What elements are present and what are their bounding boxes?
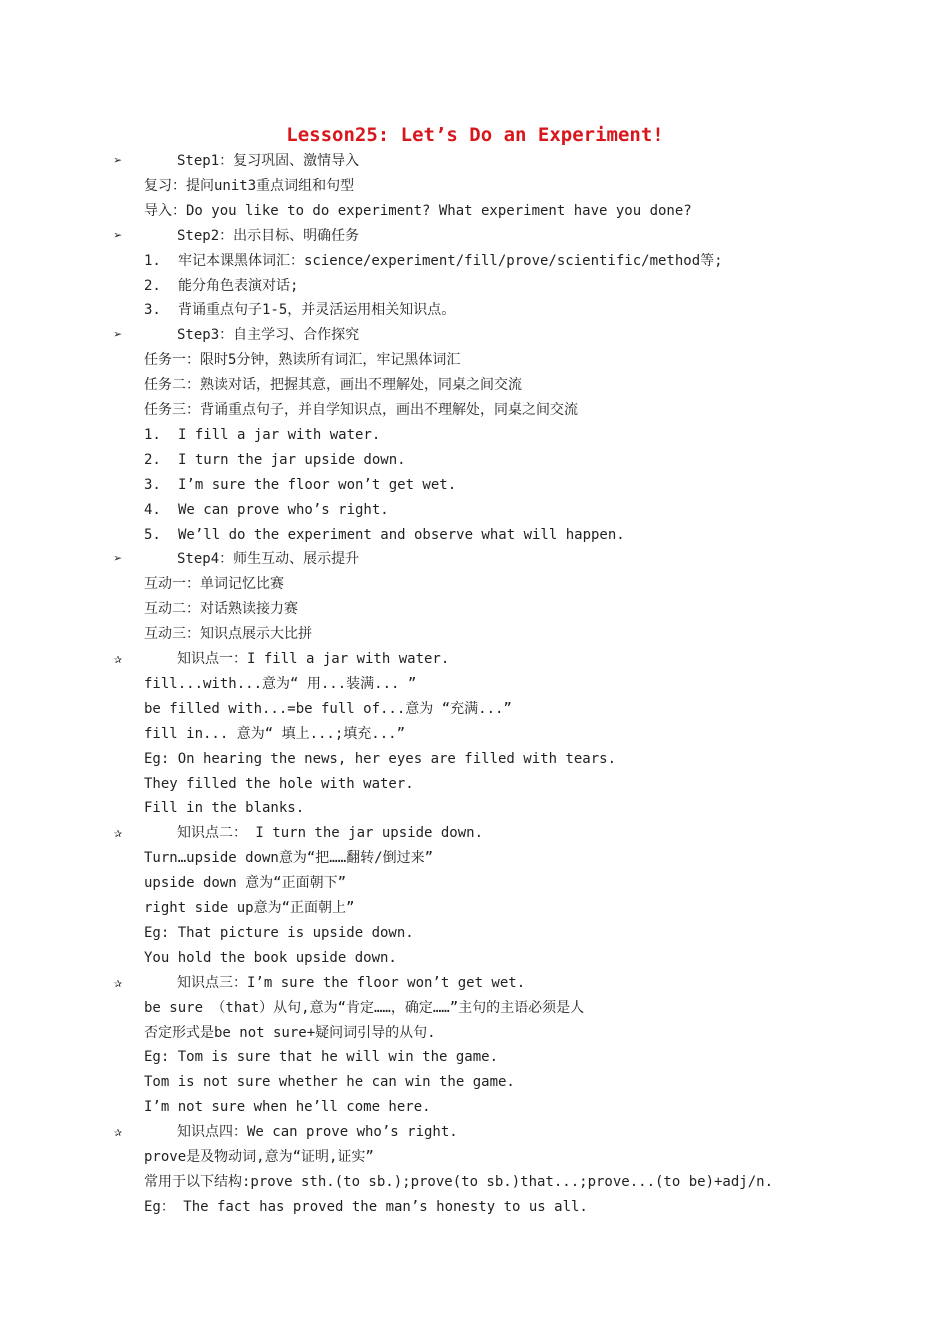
text-line xyxy=(0,796,950,820)
text-line xyxy=(0,1195,950,1219)
line-text: 复习：提问unit3重点词组和句型 xyxy=(144,177,355,194)
text-line xyxy=(0,199,950,223)
line-text: prove是及物动词,意为“证明,证实” xyxy=(144,1149,374,1165)
line-text: be sure （that）从句,意为“肯定……，确定……”主句的主语必须是人 xyxy=(144,999,585,1016)
item-number: 5. xyxy=(144,526,161,543)
item-text: 能分角色表演对话; xyxy=(178,277,299,294)
item-text: We can prove who’s right. xyxy=(178,501,389,518)
line-text: upside down 意为“正面朝下” xyxy=(144,875,347,892)
text-line xyxy=(0,348,950,372)
knowledge-point-heading xyxy=(0,1120,950,1144)
heading-text: 知识点二： I turn the jar upside down. xyxy=(177,825,484,842)
line-text: 互动三：知识点展示大比拼 xyxy=(144,626,312,643)
step-heading xyxy=(0,224,950,248)
item-number: 4. xyxy=(144,501,161,518)
line-text: 常用于以下结构:prove sth.(to sb.);prove(to sb.)that...;prove...(to be)+adj/n. xyxy=(144,1173,774,1190)
item-number: 2. xyxy=(144,277,161,294)
knowledge-point-heading xyxy=(0,821,950,845)
step-heading xyxy=(0,547,950,571)
heading-text: Step1：复习巩固、激情导入 xyxy=(177,153,360,169)
numbered-item xyxy=(0,249,950,273)
text-line xyxy=(0,772,950,796)
heading-text: Step4：师生互动、展示提升 xyxy=(177,551,360,568)
line-text: You hold the book upside down. xyxy=(144,949,397,966)
line-text: 任务三：背诵重点句子，并自学知识点，画出不理解处，同桌之间交流 xyxy=(144,402,578,418)
knowledge-point-heading xyxy=(0,971,950,995)
text-line xyxy=(0,871,950,895)
line-text: Turn…upside down意为“把……翻转/倒过来” xyxy=(144,850,434,867)
text-line xyxy=(0,1095,950,1119)
item-text: I turn the jar upside down. xyxy=(178,451,406,468)
numbered-item xyxy=(0,498,950,522)
line-text: Eg： The fact has proved the man’s honesty to us all. xyxy=(144,1198,588,1215)
text-line xyxy=(0,946,950,970)
arrow-bullet-icon: ➢ xyxy=(113,327,123,344)
step-heading xyxy=(0,149,950,173)
item-number: 3. xyxy=(144,476,161,493)
text-line xyxy=(0,1045,950,1069)
line-text: Eg: On hearing the news, her eyes are filled with tears. xyxy=(144,750,617,767)
line-text: Tom is not sure whether he can win the game. xyxy=(144,1074,515,1091)
line-text: 否定形式是be not sure+疑问词引导的从句. xyxy=(144,1024,436,1041)
item-number: 3. xyxy=(144,302,161,319)
heading-text: 知识点四：We can prove who’s right. xyxy=(177,1124,458,1141)
text-line xyxy=(0,572,950,596)
item-text: We’ll do the experiment and observe what will happen. xyxy=(178,526,625,543)
line-text: 导入：Do you like to do experiment? What experiment have you done? xyxy=(144,202,692,219)
item-text: 背诵重点句子1-5，并灵活运用相关知识点。 xyxy=(178,302,456,319)
line-text: 互动一：单词记忆比赛 xyxy=(144,576,284,593)
line-text: be filled with...=be full of...意为 “充满...” xyxy=(144,700,512,717)
text-line xyxy=(0,373,950,397)
line-text: 任务一：限时5分钟，熟读所有词汇，牢记黑体词汇 xyxy=(144,352,461,369)
line-text: fill...with...意为“ 用...装满... ” xyxy=(144,675,417,692)
text-line xyxy=(0,672,950,696)
text-line xyxy=(0,921,950,945)
page-title: Lesson25: Let’s Do an Experiment! xyxy=(286,124,664,146)
item-number: 1. xyxy=(144,426,161,443)
numbered-item xyxy=(0,448,950,472)
text-line xyxy=(0,747,950,771)
item-text: I’m sure the floor won’t get wet. xyxy=(178,476,457,493)
heading-text: 知识点三：I’m sure the floor won’t get wet. xyxy=(177,974,526,991)
line-text: 任务二：熟读对话，把握其意，画出不理解处，同桌之间交流 xyxy=(144,377,522,394)
item-number: 2. xyxy=(144,451,161,468)
numbered-item xyxy=(0,274,950,298)
line-text: Fill in the blanks. xyxy=(144,800,305,817)
line-text: 互动二：对话熟读接力赛 xyxy=(144,601,298,618)
text-line xyxy=(0,597,950,621)
star-bullet-icon: ✰ xyxy=(113,651,123,667)
text-line xyxy=(0,1070,950,1094)
text-line xyxy=(0,1145,950,1169)
numbered-item xyxy=(0,423,950,447)
text-line xyxy=(0,1170,950,1194)
heading-text: Step2：出示目标、明确任务 xyxy=(177,227,360,244)
text-line xyxy=(0,1021,950,1045)
text-line xyxy=(0,697,950,721)
text-line xyxy=(0,846,950,870)
text-line xyxy=(0,996,950,1020)
numbered-item xyxy=(0,523,950,547)
numbered-item xyxy=(0,473,950,497)
star-bullet-icon: ✰ xyxy=(113,1124,123,1141)
arrow-bullet-icon: ➢ xyxy=(113,153,123,169)
text-line xyxy=(0,174,950,198)
line-text: They filled the hole with water. xyxy=(144,775,414,792)
heading-text: Step3：自主学习、合作探究 xyxy=(177,327,360,344)
item-number: 1. xyxy=(144,252,161,269)
text-line xyxy=(0,622,950,646)
numbered-item xyxy=(0,298,950,322)
arrow-bullet-icon: ➢ xyxy=(113,227,123,244)
star-bullet-icon: ✰ xyxy=(113,825,123,842)
arrow-bullet-icon: ➢ xyxy=(113,551,123,568)
text-line xyxy=(0,896,950,920)
step-heading xyxy=(0,323,950,347)
line-text: Eg: Tom is sure that he will win the game. xyxy=(144,1049,499,1066)
line-text: Eg: That picture is upside down. xyxy=(144,924,414,941)
line-text: right side up意为“正面朝上” xyxy=(144,900,355,916)
text-line xyxy=(0,398,950,422)
item-text: 牢记本课黑体词汇：science/experiment/fill/prove/scientific/method等; xyxy=(178,252,723,269)
line-text: fill in... 意为“ 填上...;填充...” xyxy=(144,725,406,742)
star-bullet-icon: ✰ xyxy=(113,974,123,991)
line-text: I’m not sure when he’ll come here. xyxy=(144,1099,431,1116)
item-text: I fill a jar with water. xyxy=(178,426,381,443)
heading-text: 知识点一：I fill a jar with water. xyxy=(177,651,450,667)
text-line xyxy=(0,722,950,746)
knowledge-point-heading xyxy=(0,647,950,671)
